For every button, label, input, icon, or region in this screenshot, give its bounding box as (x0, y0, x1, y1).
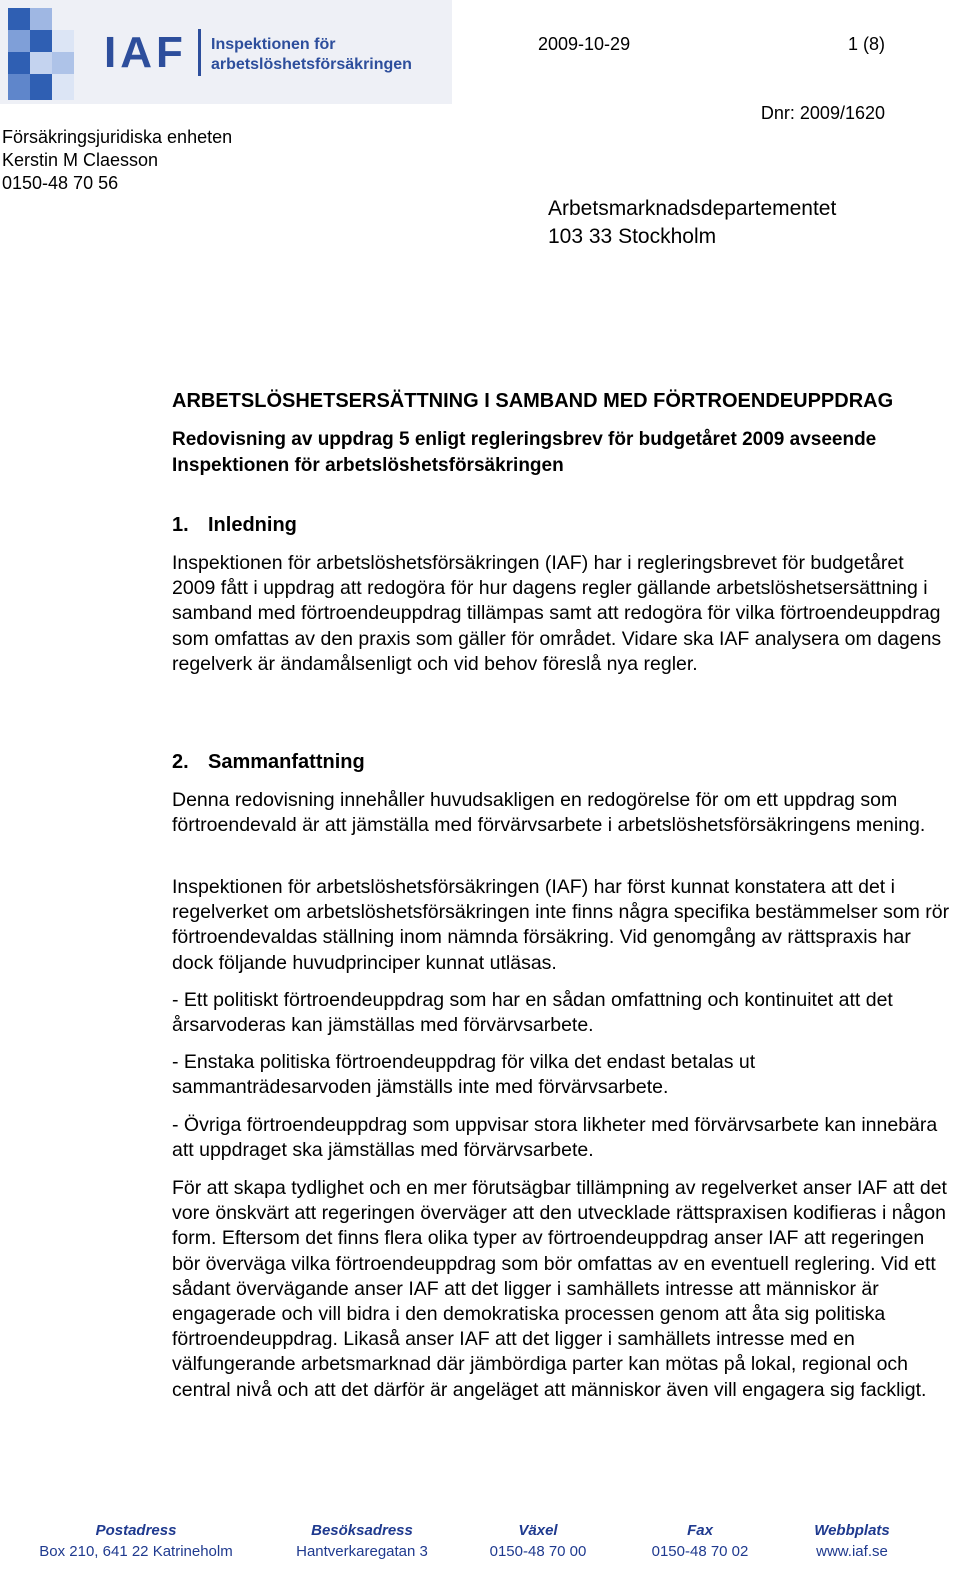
page-number: 1 (8) (847, 34, 885, 54)
logo (0, 0, 452, 104)
recipient-line-1: Arbetsmarknadsdepartementet (548, 197, 837, 220)
paragraph: För att skapa tydlighet och en mer förutsägbar tillämpning av regelverket anser IAF att det vore önskvärt att regeringen överväger att den utvecklade rättspraxisen kodifieras i någon form. Eftersom det finns flera olika typer av förtroendeuppdrag anser IAF att regeringen bör överväga vilka förtroendeuppdrag som bör omfattas av en eventuell reglering. Vid ett sådant övervägande anser IAF att det ligger i samhällets intresse att människor är engagerade och vill bidra i den demokratiska processen genom att åta sig politiska förtroendeuppdrag. Likaså anser IAF att det ligger i samhällets intresse med en välfungerande arbetsmarknad där jämbördiga parter kan mötas på lokal, regional och central nivå och att det därför är angeläget att människor även vill engagera sig fackligt. (172, 1177, 947, 1401)
footer (0, 1521, 960, 1569)
logo-word: IAF (104, 28, 187, 77)
section-heading-1 (172, 514, 297, 537)
logo-line-1: Inspektionen för (211, 36, 336, 53)
footer-label: Besöksadress (311, 1522, 413, 1539)
footer-switchboard (468, 1521, 608, 1563)
document-subtitle: Redovisning av uppdrag 5 enligt regleringsbrev för budgetåret 2009 avseende Inspektionen för arbetslöshetsförsäkringen (172, 429, 877, 476)
footer-label: Växel (518, 1522, 558, 1539)
paragraph: Inspektionen för arbetslöshetsförsäkringen (IAF) har i regleringsbrevet för budgetåret 2009 fått i uppdrag att redogöra för hur dagens regler gällande arbetslöshetsersättning i samband med förtroendeuppdrag tillämpas samt att redogöra för vilka förtroendeuppdrag som omfattas av den praxis som gäller för området. Vidare ska IAF analysera om dagens regelverk är ändamålsenligt och vid behov föreslå nya regler. (172, 552, 942, 675)
footer-value: 0150-48 70 00 (489, 1543, 587, 1560)
footer-postal (20, 1521, 252, 1563)
reference-number: Dnr: 2009/1620 (760, 103, 885, 123)
paragraph: Denna redovisning innehåller huvudsakligen en redogörelse för om ett uppdrag som förtroendevald är att jämställa med förvärvsarbete i arbetslöshetsförsäkringens mening. (172, 789, 926, 837)
footer-fax (630, 1521, 770, 1563)
list-item: - Ett politiskt förtroendeuppdrag som har en sådan omfattning och kontinuitet att det årsarvoderas kan jämställas med förvärvsarbete. (172, 989, 893, 1037)
paragraph: Inspektionen för arbetslöshetsförsäkringen (IAF) har först kunnat konstatera att det i regelverket om arbetslöshetsförsäkringen inte finns några specifika bestämmelser som rör förtroendevaldas ställning inom nämnda försäkring. Vid genomgång av rättspraxis har dock följande huvudprinciper kunnat utläsas. (172, 876, 950, 974)
footer-website-link[interactable]: www.iaf.se (816, 1543, 888, 1560)
footer-visiting (272, 1521, 452, 1563)
footer-label: Webbplats (814, 1522, 890, 1539)
sender-name: Kerstin M Claesson (2, 150, 159, 170)
section-title: Inledning (208, 514, 297, 536)
footer-value: Hantverkaregatan 3 (296, 1543, 428, 1560)
footer-website (792, 1521, 912, 1563)
sender-phone: 0150-48 70 56 (2, 173, 119, 193)
footer-label: Fax (687, 1522, 713, 1539)
sender-unit: Försäkringsjuridiska enheten (2, 127, 233, 147)
section-number: 1. (172, 514, 189, 536)
document-date: 2009-10-29 (538, 34, 631, 54)
document-title: ARBETSLÖSHETSERSÄTTNING I SAMBAND MED FÖRTROENDEUPPDRAG (172, 390, 894, 412)
section-title: Sammanfattning (208, 751, 365, 773)
footer-value: 0150-48 70 02 (651, 1543, 749, 1560)
list-item: - Enstaka politiska förtroendeuppdrag för vilka det endast betalas ut sammanträdesarvoden jämställs inte med förvärvsarbete. (172, 1051, 756, 1099)
footer-value: Box 210, 641 22 Katrineholm (39, 1543, 233, 1560)
recipient-block (548, 195, 836, 251)
list-item: - Övriga förtroendeuppdrag som uppvisar stora likheter med förvärvsarbete kan innebära att uppdraget ska jämställas med förvärvsarbete. (172, 1114, 938, 1162)
footer-label: Postadress (95, 1522, 177, 1539)
recipient-line-2: 103 33 Stockholm (548, 225, 717, 248)
sender-block (2, 126, 232, 195)
section-heading-2 (172, 751, 365, 774)
logo-line-2: arbetslöshetsförsäkringen (211, 56, 412, 73)
logo-divider (198, 29, 201, 76)
section-number: 2. (172, 751, 189, 773)
